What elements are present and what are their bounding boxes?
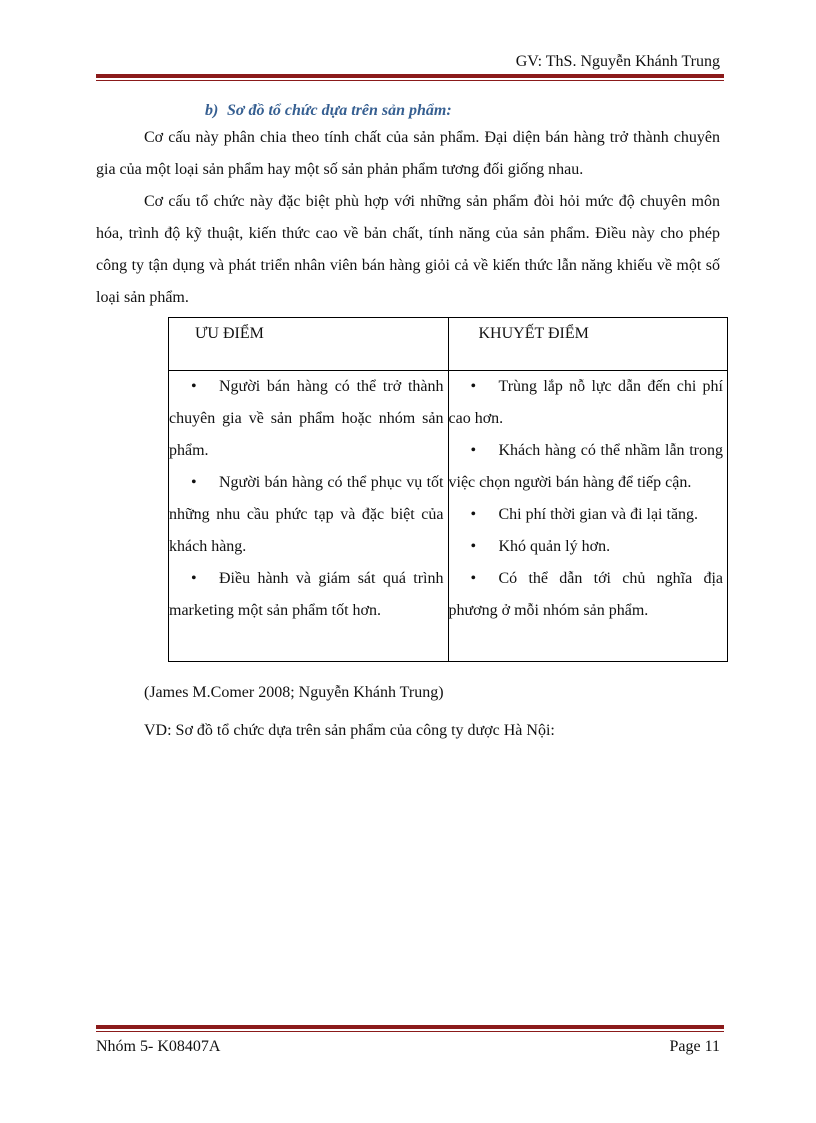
disadvantage-text: Chi phí thời gian và đi lại tăng. <box>498 506 699 523</box>
advantage-text: Điều hành và giám sát quá trình marketing một sản phẩm tốt hơn. <box>169 570 444 619</box>
bullet-icon: • <box>470 570 477 587</box>
disadvantage-item <box>449 499 724 531</box>
table-body-row <box>169 371 728 662</box>
disadvantage-text: Có thể dẫn tới chủ nghĩa địa phương ở mỗi nhóm sản phẩm. <box>448 570 723 619</box>
bullet-icon: • <box>470 442 477 459</box>
disadvantage-text: Trùng lắp nỗ lực dẫn đến chi phí cao hơn. <box>448 378 723 427</box>
advantage-item <box>169 371 444 467</box>
bullet-icon: • <box>191 378 197 395</box>
advantages-cell <box>169 371 449 662</box>
footer-group: Nhóm 5- K08407A <box>96 1038 221 1055</box>
header-author: GV: ThS. Nguyễn Khánh Trung <box>515 53 720 70</box>
page-number: Page 11 <box>669 1038 720 1055</box>
advantage-item <box>169 563 444 627</box>
advantage-text: Người bán hàng có thể trở thành chuyên gia về sản phẩm hoặc nhóm sản phẩm. <box>169 378 444 459</box>
section-heading <box>205 101 452 121</box>
citation: (James M.Comer 2008; Nguyễn Khánh Trung) <box>144 684 444 701</box>
comparison-table <box>168 317 728 662</box>
disadvantage-text: Khách hàng có thể nhầm lẫn trong việc chọn người bán hàng để tiếp cận. <box>448 442 723 491</box>
disadvantages-cell <box>448 371 728 662</box>
bullet-icon: • <box>470 378 477 395</box>
section-marker: b) <box>205 102 219 119</box>
disadvantages-header: KHUYẾT ĐIỂM <box>448 318 728 371</box>
disadvantage-text: Khó quản lý hơn. <box>498 538 611 555</box>
footer-rule <box>96 1025 724 1032</box>
advantage-item <box>169 467 444 563</box>
section-title: Sơ đồ tổ chức dựa trên sản phẩm: <box>227 102 452 119</box>
advantages-header: ƯU ĐIỂM <box>169 318 449 371</box>
example-caption: VD: Sơ đồ tổ chức dựa trên sản phẩm của công ty dược Hà Nội: <box>144 722 555 739</box>
paragraph-2: Cơ cấu tổ chức này đặc biệt phù hợp với những sản phẩm đòi hỏi mức độ chuyên môn hóa, trình độ kỹ thuật, kiến thức cao về bản chất, tính năng của sản phẩm. Điều này cho phép công ty tận dụng và phát triển nhân viên bán hàng giỏi cả về kiến thức lẫn năng khiếu về một số loại sản phẩm. <box>96 193 720 306</box>
bullet-icon: • <box>470 506 477 523</box>
advantage-text: Người bán hàng có thể phục vụ tốt những nhu cầu phức tạp và đặc biệt của khách hàng. <box>169 474 444 555</box>
disadvantage-item <box>449 435 724 499</box>
bullet-icon: • <box>191 570 197 587</box>
table-header-row <box>169 318 728 371</box>
bullet-icon: • <box>191 474 197 491</box>
bullet-icon: • <box>470 538 477 555</box>
header-rule <box>96 74 724 81</box>
paragraph-1: Cơ cấu này phân chia theo tính chất của sản phẩm. Đại diện bán hàng trở thành chuyên gia của một loại sản phẩm hay một số sản phản phẩm tương đối giống nhau. <box>96 129 720 178</box>
disadvantage-item <box>449 563 724 627</box>
disadvantage-item <box>449 371 724 435</box>
disadvantage-item <box>449 531 724 563</box>
